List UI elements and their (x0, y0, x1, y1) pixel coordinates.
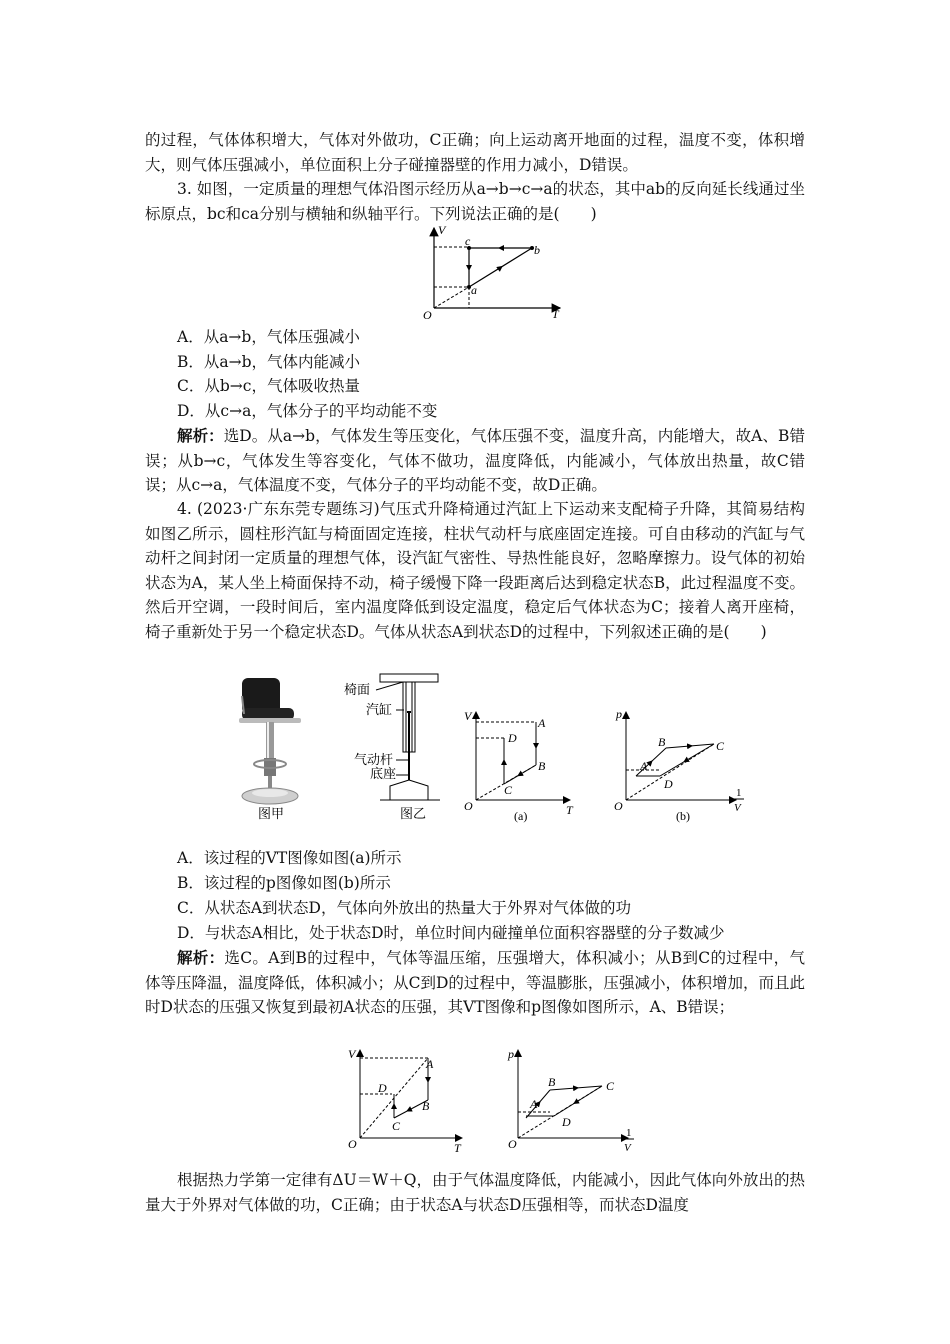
svg-text:V: V (624, 1142, 631, 1154)
svg-text:O: O (614, 799, 623, 813)
svg-text:C: C (392, 1119, 401, 1133)
svg-text:B: B (538, 759, 546, 773)
svg-text:T: T (454, 1141, 461, 1154)
p-invV-graph-b (626, 712, 736, 800)
svg-text:A: A (640, 759, 648, 773)
svg-text:V: V (734, 802, 741, 814)
q4-analysis (145, 946, 805, 1020)
q4-option-a: A．该过程的VT图像如图(a)所示 (177, 849, 402, 867)
svg-text:C: C (606, 1079, 615, 1093)
svg-text:V: V (348, 1047, 356, 1061)
q4-analysis-figures (340, 1044, 650, 1154)
svg-text:C: C (504, 783, 513, 797)
svg-text:O: O (508, 1137, 517, 1151)
label-seat: 椅面 (344, 682, 371, 697)
svg-text:A: A (530, 1097, 538, 1111)
svg-text:O: O (348, 1137, 357, 1151)
chair-photo (239, 678, 301, 804)
svg-text:1: 1 (736, 787, 742, 799)
question-4-stem: 4. (2023·广东东莞专题练习)气压式升降椅通过汽缸上下运动来支配椅子升降，其简易结构如图乙所示，圆柱形汽缸与椅面固定连接，柱状气动杆与底座固定连接。可自由移动的汽缸与气动杆之间封闭一定质量的理想气体，设汽缸气密性、导热性能良好，忽略摩擦力。设气体的初始状态为A，某人坐上椅面保持不动，椅子缓慢下降一段距离后达到稳定状态B，此过程温度不变。然后开空调，一段时间后，室内温度降低到设定温度，稳定后气体状态为C；接着人离开座椅，椅子重新处于另一个稳定状态D。气体从状态A到状态D的过程中，下列叙述正确的是( ) (145, 500, 805, 641)
svg-text:1: 1 (626, 1127, 632, 1139)
chair-structure-diagram (376, 674, 440, 800)
fig-yi-caption: 图乙 (400, 806, 427, 821)
q3-origin-label: O (423, 308, 432, 320)
svg-text:D: D (508, 731, 517, 745)
question-3-stem: 3. 如图，一定质量的理想气体沿图示经历从a→b→c→a的状态，其中ab的反向延长线通过坐标原点，bc和ca分别与横轴和纵轴平行。下列说法正确的是( ) (145, 180, 805, 223)
q3-a-label: a (471, 283, 477, 297)
label-base: 底座 (370, 766, 397, 781)
q3-option-c: C．从b→c，气体吸收热量 (177, 377, 360, 395)
svg-text:D: D (562, 1115, 571, 1129)
analysis-vt-graph (360, 1050, 462, 1138)
q3-option-a: A．从a→b，气体压强减小 (177, 328, 360, 346)
label-cylinder: 汽缸 (366, 702, 393, 717)
q4-option-d: D．与状态A相比，处于状态D时，单位时间内碰撞单位面积容器壁的分子数减少 (177, 924, 725, 942)
label-rod: 气动杆 (354, 752, 394, 767)
svg-text:p: p (508, 1047, 514, 1061)
svg-text:B: B (658, 735, 666, 749)
q3-t-label: T (552, 307, 559, 320)
svg-text:D: D (378, 1081, 387, 1095)
fig-b-caption: (b) (676, 809, 690, 823)
q4-analysis-para2: 根据热力学第一定律有ΔU＝W＋Q，由于气体温度降低，内能减小，因此气体向外放出的热量大于外界对气体做的功，C正确；由于状态A与状态D压强相等，而状态D温度 (145, 1171, 805, 1214)
analysis-p-invV-graph (518, 1050, 628, 1138)
paragraph-prev-analysis: 的过程，气体体积增大，气体对外做功，C正确；向上运动离开地面的过程，温度不变，体积增大，则气体压强减小，单位面积上分子碰撞器壁的作用力减小，D错误。 (145, 131, 805, 174)
q3-vt-diagram (412, 220, 572, 320)
svg-text:D: D (664, 777, 673, 791)
q3-option-b: B．从a→b，气体内能减小 (177, 353, 361, 371)
q3-analysis (145, 424, 805, 498)
q4-figures (228, 672, 758, 830)
q3-v-label: V (438, 223, 446, 237)
svg-text:p: p (616, 707, 622, 721)
svg-text:A: A (426, 1057, 434, 1071)
svg-text:C: C (716, 739, 725, 753)
svg-text:O: O (464, 799, 473, 813)
q3-analysis-text: 选D。从a→b，气体发生等压变化，气体压强不变，温度升高，内能增大，故A、B错误；从b→c，气体发生等容变化，气体不做功，温度降低，内能减小，气体放出热量，故C错误；从c→a，气体温度不变，气体分子的平均动能不变，故D正确。 (145, 427, 805, 494)
q4-option-c: C．从状态A到状态D，气体向外放出的热量大于外界对气体做的功 (177, 899, 631, 917)
q3-option-d: D．从c→a，气体分子的平均动能不变 (177, 402, 438, 420)
q4-option-b: B．该过程的p图像如图(b)所示 (177, 874, 391, 892)
vt-graph-a (476, 712, 570, 800)
q4-analysis-text: 选C。A到B的过程中，气体等温压缩，压强增大，体积减小；从B到C的过程中，气体等压降温，温度降低，体积减小；从C到D的过程中，等温膨胀，压强减小，体积增加，而且此时D状态的压强又恢复到最初A状态的压强，其VT图像和p图像如图所示，A、B错误； (145, 949, 805, 1016)
q4-analysis-label: 解析： (177, 948, 225, 967)
svg-text:A: A (538, 716, 546, 730)
fig-jia-caption: 图甲 (258, 806, 285, 821)
svg-text:B: B (548, 1075, 556, 1089)
svg-text:V: V (464, 709, 472, 723)
q3-analysis-label: 解析： (177, 426, 224, 445)
svg-text:T: T (566, 803, 573, 817)
q3-c-label: c (465, 234, 471, 248)
svg-text:B: B (422, 1099, 430, 1113)
q3-b-label: b (534, 243, 540, 257)
fig-a-caption: (a) (514, 809, 528, 823)
